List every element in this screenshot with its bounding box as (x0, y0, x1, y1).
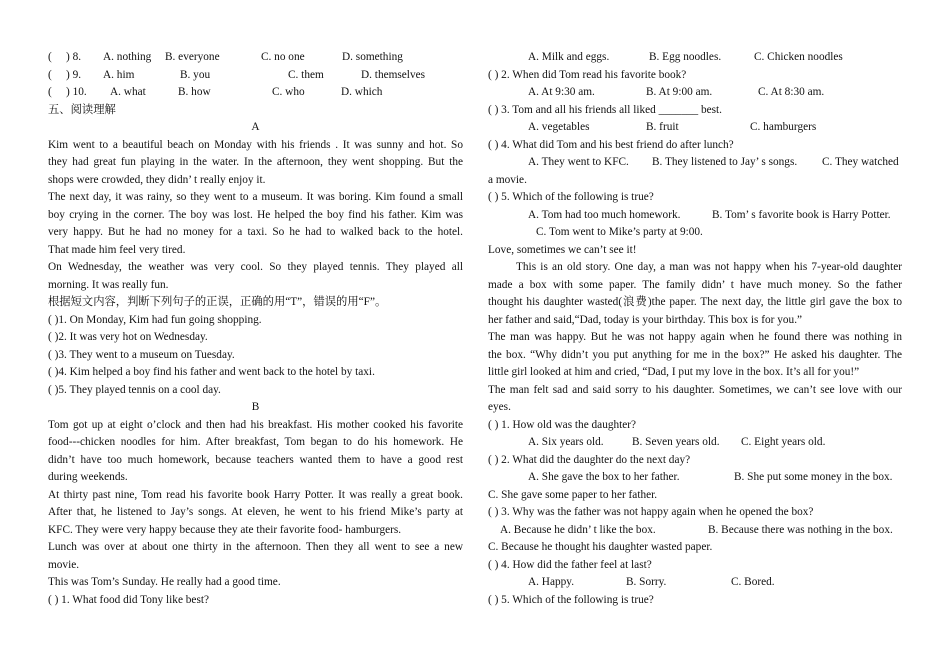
b-question-3: ( ) 3. Tom and all his friends all liked _______ best. (488, 103, 723, 116)
passage-a-line: On Wednesday, the weather was very cool. So they played tennis. They played all (48, 261, 463, 273)
passage-c-line: eyes. (488, 401, 511, 413)
tf-question: ( )5. They played tennis on a cool day. (48, 383, 221, 396)
passage-c-line: made a box with some paper. The family didn’ t have much money. So the father (488, 278, 902, 291)
passage-a-line: they had great fun playing in the water. In the afternoon, they went shopping. But the (48, 156, 463, 168)
c-q2-options: A. She gave the box to her father. B. She put some money in the box. (528, 471, 893, 483)
passage-b-line: Tom got up at eight o’clock and then had his breakfast. His mother cooked his favorite (48, 418, 463, 431)
passage-c-line: little girl looked at him and cried, “Dad, I put my love in the box. It’s all for you!” (488, 366, 860, 378)
tf-question: ( )3. They went to a museum on Tuesday. (48, 348, 235, 361)
b-question-2: ( ) 2. When did Tom read his favorite book? (488, 68, 687, 81)
b-q2-options: A. At 9:30 am. B. At 9:00 am. C. At 8:30 am. (528, 86, 825, 98)
b-q4-continued: a movie. (488, 173, 527, 186)
tf-instruction: 根据短文内容，判断下列句子的正误，正确的用“T”，错误的用“F”。 (48, 296, 387, 308)
c-q3-options: A. Because he didn’ t like the box. B. Because there was nothing in the box. (500, 523, 893, 536)
b-q1-options: A. Milk and eggs. B. Egg noodles. C. Chicken noodles (528, 51, 843, 63)
mc-question-10: ( ) 10. A. what B. how C. who D. which (48, 86, 383, 98)
passage-c-line: thought his daughter wasted(浪费)the paper. The next day, the little girl gave the box to (488, 296, 902, 308)
passage-b-line: KFC. They were very happy because they ate their favorite food- hamburgers. (48, 523, 402, 536)
c-question-1: ( ) 1. How old was the daughter? (488, 418, 637, 431)
c-q2-option-c: C. She gave some paper to her father. (488, 488, 658, 501)
c-question-3: ( ) 3. Why was the father was not happy again when he opened the box? (488, 506, 814, 518)
passage-b-line: didn’t have too much homework, because teachers wanted them to have a good rest (48, 453, 463, 466)
b-q4-options: A. They went to KFC. B. They listened to Jay’ s songs. C. They watched (528, 156, 899, 168)
passage-a-line: That made him feel very tired. (48, 243, 186, 256)
passage-a-line: very happy. But he had no money for a taxi. So he had to walked back to the hotel. (48, 226, 463, 238)
c-question-5: ( ) 5. Which of the following is true? (488, 593, 654, 606)
section-title: 五、阅读理解 (48, 103, 116, 116)
passage-c-line: The man was happy. But he was not happy again when he found there was nothing in (488, 331, 902, 343)
b-q3-options: A. vegetables B. fruit C. hamburgers (528, 121, 817, 133)
b-question-5: ( ) 5. Which of the following is true? (488, 191, 654, 203)
passage-b-line: At thirty past nine, Tom read his favorite book Harry Potter. It was really a great book. (48, 488, 463, 501)
b-question-4: ( ) 4. What did Tom and his best friend do after lunch? (488, 138, 734, 151)
c-q3-option-c: C. Because he thought his daughter wasted paper. (488, 541, 713, 553)
passage-a-line: boy crying in the corner. The boy was lost. He helped the boy find his father. Kim was (48, 208, 463, 221)
mc-question-8: ( ) 8. A. nothing B. everyone C. no one D. something (48, 51, 403, 63)
passage-a-line: shops were crowded, they didn’ t really enjoy it. (48, 173, 266, 186)
passage-c-line: her father and said,“Dad, today is your birthday. This box is for you.” (488, 313, 803, 326)
tf-question: ( )4. Kim helped a boy find his father and went back to the hotel by taxi. (48, 366, 375, 378)
b-q5-option-c: C. Tom went to Mike’s party at 9:00. (536, 226, 703, 238)
passage-b-line: movie. (48, 558, 80, 571)
passage-a-heading: A (251, 121, 260, 133)
passage-b-line: Lunch was over at about one thirty in the afternoon. Then they all went to see a new (48, 541, 463, 553)
passage-b-heading: B (251, 401, 260, 413)
c-question-4: ( ) 4. How did the father feel at last? (488, 558, 652, 571)
c-question-2: ( ) 2. What did the daughter do the next day? (488, 453, 691, 466)
passage-b-line: After that, he listened to Jay’s songs. At eleven, he went to his friend Mike’s party at (48, 506, 463, 518)
passage-b-line: during weekends. (48, 471, 128, 483)
tf-question: ( )2. It was very hot on Wednesday. (48, 331, 208, 343)
passage-c-line: This is an old story. One day, a man was not happy when his 7-year-old daughter (516, 261, 902, 273)
c-q4-options: A. Happy. B. Sorry. C. Bored. (528, 576, 775, 588)
passage-a-line: The next day, it was rainy, so they went to a museum. It was boring. Kim found a small (48, 191, 463, 203)
passage-b-line: food---chicken noodles for him. After breakfast, Tom began to do his homework. He (48, 436, 463, 448)
passage-a-line: morning. It was really fun. (48, 278, 169, 291)
mc-question-9: ( ) 9. A. him B. you C. them D. themselves (48, 68, 426, 81)
b-question-1: ( ) 1. What food did Tony like best? (48, 593, 209, 606)
b-q5-options: A. Tom had too much homework. B. Tom’ s favorite book is Harry Potter. (528, 208, 891, 221)
tf-question: ( )1. On Monday, Kim had fun going shopping. (48, 313, 262, 326)
passage-c-line: the box. “Why didn’t you put anything for me in the box?” He asked his daughter. The (488, 348, 902, 361)
passage-c-title: Love, sometimes we can’t see it! (488, 243, 637, 256)
c-q1-options: A. Six years old. B. Seven years old. C. Eight years old. (528, 436, 826, 448)
passage-a-line: Kim went to a beautiful beach on Monday with his friends . It was sunny and hot. So (48, 138, 463, 151)
passage-c-line: The man felt sad and said sorry to his daughter. Sometimes, we can’t see love with our (488, 383, 902, 396)
passage-b-line: This was Tom’s Sunday. He really had a good time. (48, 576, 281, 588)
